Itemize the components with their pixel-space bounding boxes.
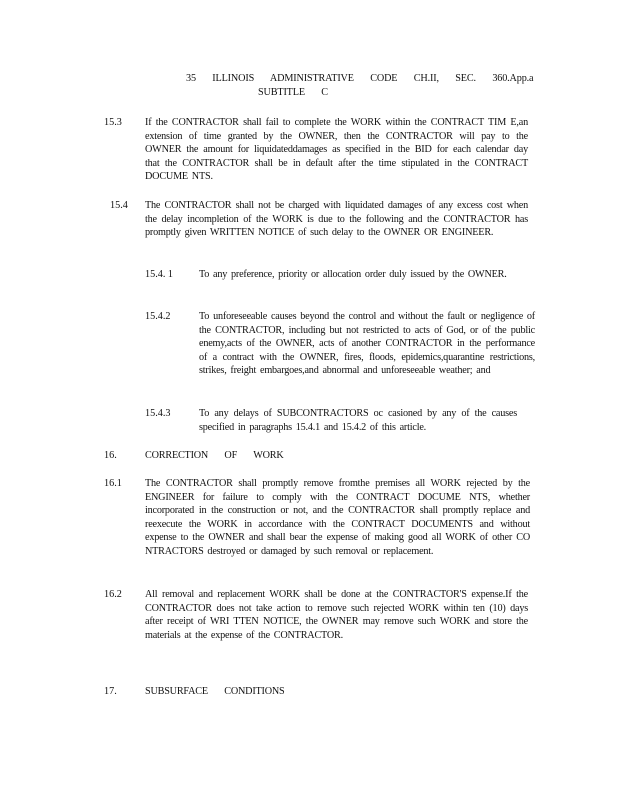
section-16-2-text: All removal and replacement WORK shall be done at the CONTRACTOR'S expense.If the CONTRACTOR does not take action to remove such rejected WORK within ten (10) days after receipt of WRI TTEN NOTICE, the OWNER may remove such WORK and store the materials at the expense of the CONTRACTOR. <box>145 589 528 641</box>
section-15-4-number: 15.4 <box>110 200 128 211</box>
section-15-4-1-text: To any preference, priority or allocation order duly issued by the OWNER. <box>199 269 507 280</box>
section-16-2-number: 16.2 <box>104 589 122 600</box>
section-15-4-2-text: To unforeseeable causes beyond the control and without the fault or negligence of the CONTRACTOR, including but not restricted to acts of God, or of the public enemy,acts of the OWNER, acts of another CONTRACTOR in the performance of a contract with the OWNER, fires, floods, epidemics,quarantine restrictions, strikes, freight embargoes,and abnormal and unforeseeable weather; and <box>199 311 535 377</box>
section-17-number: 17. <box>104 686 117 697</box>
page-header <box>186 72 546 100</box>
section-15-4-3-number: 15.4.3 <box>145 408 171 419</box>
section-16-heading: CORRECTION OF WORK <box>145 450 284 461</box>
section-17-heading: SUBSURFACE CONDITIONS <box>145 686 285 697</box>
section-15-3-text: If the CONTRACTOR shall fail to complete the WORK within the CONTRACT TIM E,an extension of time granted by the OWNER, then the CONTRACTOR will pay to the OWNER the amount for liquidateddamages as specified in the BID for each calendar day that the CONTRACTOR shall be in default after the time stipulated in the CONTRACT DOCUME NTS. <box>145 117 528 183</box>
section-16-1-text: The CONTRACTOR shall promptly remove fromthe premises all WORK rejected by the ENGINEER for failure to comply with the CONTRACT DOCUME NTS, whether incorporated in the construction or not, and the CONTRACTOR shall promptly replace and reexecute the WORK in accordance with the CONTRACT DOCUMENTS and without expense to the OWNER and shall bear the expense of making good all WORK of other CO NTRACTORS destroyed or damaged by such removal or replacement. <box>145 478 530 557</box>
section-16-1-number: 16.1 <box>104 478 122 489</box>
section-15-4-1-number: 15.4. 1 <box>145 269 174 280</box>
section-15-4-3-text: To any delays of SUBCONTRACTORS oc casioned by any of the causes specified in paragraphs 15.4.1 and 15.4.2 of this article. <box>199 408 517 433</box>
section-16-number: 16. <box>104 450 117 461</box>
section-15-4-2-number: 15.4.2 <box>145 311 171 322</box>
section-15-3-number: 15.3 <box>104 117 122 128</box>
header-subtitle-line: SUBTITLE C <box>258 87 328 98</box>
header-code-line: 35 ILLINOIS ADMINISTRATIVE CODE CH.II, SEC. 360.App.a <box>186 73 534 84</box>
section-15-4-text: The CONTRACTOR shall not be charged with liquidated damages of any excess cost when the delay incompletion of the WORK is due to the following and the CONTRACTOR has promptly given WRITTEN NOTICE of such delay to the OWNER OR ENGINEER. <box>145 200 528 239</box>
